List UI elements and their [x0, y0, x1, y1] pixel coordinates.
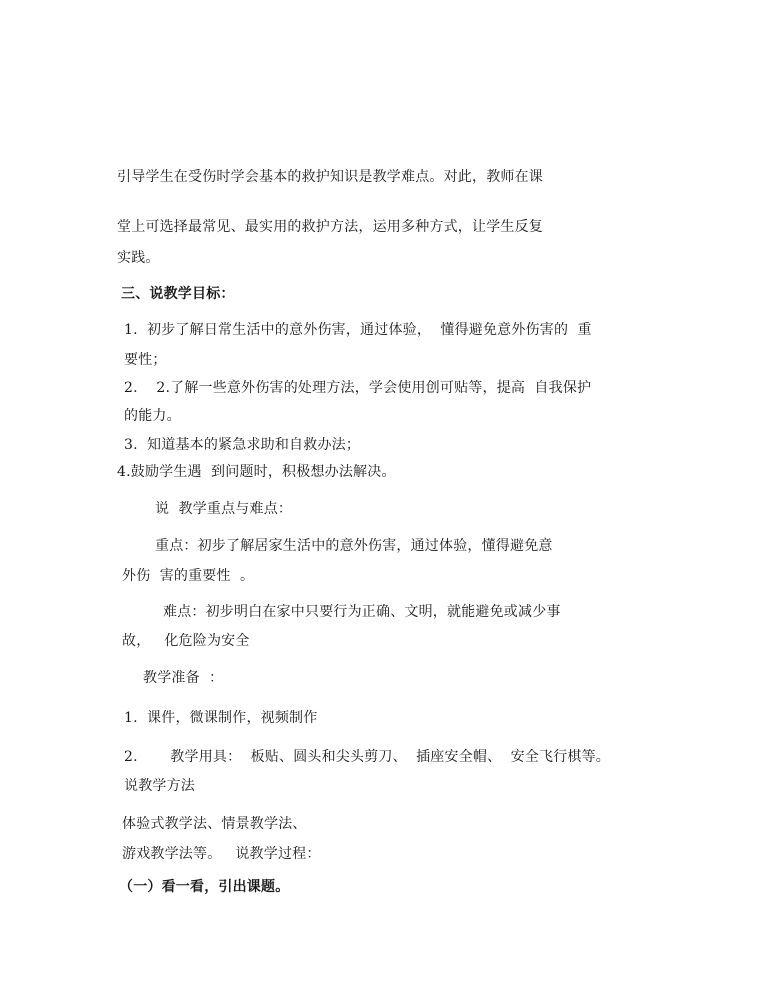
goal-item-2-cont: 的能力。: [124, 408, 181, 424]
section-heading-teaching-goals: 三、说教学目标：: [121, 286, 235, 302]
goal-item-4: 4.鼓励学生遇 到问题时，积极想办法解决。: [117, 464, 396, 480]
paragraph-line: 堂上可选择最常见、最实用的救护方法，运用多种方式，让学生反复: [117, 219, 543, 235]
methods-line: 体验式教学法、情景教学法、: [122, 816, 307, 832]
goal-item-3: 3. 知道基本的紧急求助和自救办法；: [124, 437, 361, 453]
preparation-item-2: 2. 教学用具： 板贴、圆头和尖头剪刀、 插座安全帽、 安全飞行棋等。: [124, 749, 611, 765]
section-heading-key-points: 说 教学重点与难点：: [155, 501, 293, 517]
subsection-heading-1: （一）看一看，引出课题。: [119, 879, 290, 895]
goal-item-1: 1. 初步了解日常生活中的意外伤害，通过体验， 懂得避免意外伤害的 重: [124, 322, 592, 338]
goal-item-2: 2. 2.了解一些意外伤害的处理方法，学会使用创可贴等，提高 自我保护: [124, 380, 592, 396]
section-heading-preparation: 教学准备 ：: [143, 670, 224, 686]
goal-item-1-cont: 要性；: [124, 352, 167, 368]
key-point-cont: 外伤 害的重要性 。: [122, 568, 255, 584]
paragraph-line: 实践。: [117, 250, 160, 266]
methods-line-cont: 游戏教学法等。 说教学过程：: [122, 846, 321, 862]
difficult-point-cont: 故， 化危险为安全: [122, 633, 250, 649]
preparation-item-1: 1. 课件，微课制作，视频制作: [124, 710, 318, 726]
section-heading-methods: 说教学方法: [124, 778, 195, 794]
paragraph-line: 引导学生在受伤时学会基本的救护知识是教学难点。对此，教师在课: [117, 169, 543, 185]
difficult-point: 难点：初步明白在家中只要行为正确、文明，就能避免或减少事: [163, 604, 561, 620]
key-point: 重点：初步了解居家生活中的意外伤害，通过体验，懂得避免意: [155, 538, 553, 554]
